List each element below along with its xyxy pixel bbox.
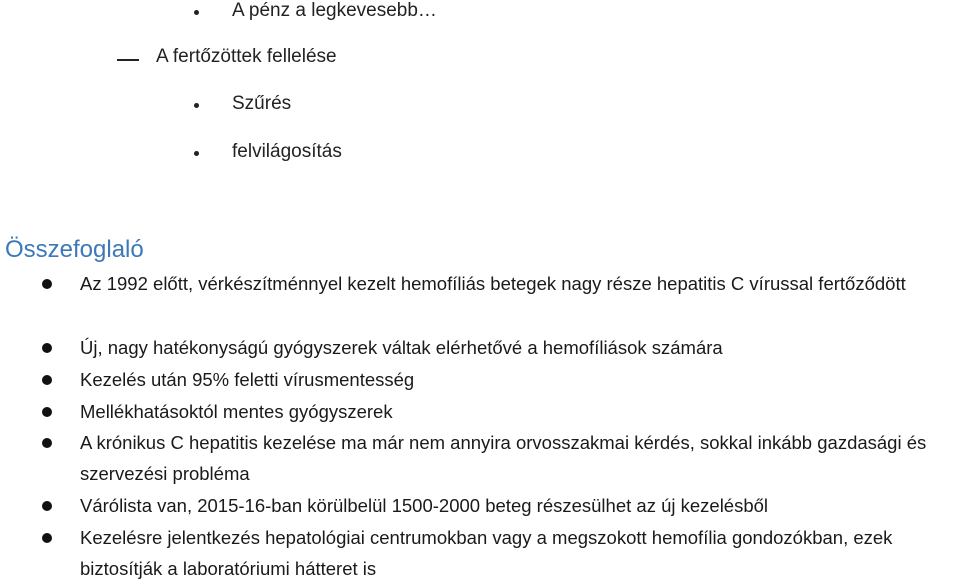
list-item-finding-infected: A fertőzöttek fellelése (156, 46, 337, 67)
summary-item: Várólista van, 2015-16-ban körülbelül 1500-2000 beteg részesülhet az új kezelésből (80, 495, 769, 516)
bullet-icon (194, 151, 199, 156)
bullet-icon (42, 343, 52, 353)
bullet-icon (42, 438, 52, 448)
bullet-icon (194, 103, 199, 108)
dash-icon (117, 59, 139, 61)
bullet-icon (42, 533, 52, 543)
bullet-icon (42, 407, 52, 417)
summary-item: Kezelésre jelentkezés hepatológiai centrumokban vagy a megszokott hemofília gondozókban, ezek biztosítják a laboratóriumi hátteret is (80, 527, 893, 579)
bullet-icon (42, 279, 52, 289)
summary-item: Mellékhatásoktól mentes gyógyszerek (80, 401, 393, 422)
summary-heading: Összefoglaló (5, 236, 144, 263)
summary-item: Kezelés után 95% feletti vírusmentesség (80, 369, 415, 390)
list-item-money: A pénz a legkevesebb… (232, 0, 437, 21)
bullet-icon (194, 10, 199, 15)
bullet-icon (42, 375, 52, 385)
summary-item: A krónikus C hepatitis kezelése ma már nem annyira orvosszakmai kérdés, sokkal inkább gazdasági és szervezési probléma (80, 432, 927, 484)
summary-item: Új, nagy hatékonyságú gyógyszerek váltak elérhetővé a hemofíliások számára (80, 337, 723, 358)
list-item-awareness: felvilágosítás (232, 141, 342, 162)
summary-item: Az 1992 előtt, vérkészítménnyel kezelt hemofíliás betegek nagy része hepatitis C vírussal fertőződött (80, 273, 906, 294)
list-item-screening: Szűrés (232, 93, 292, 114)
bullet-icon (42, 501, 52, 511)
